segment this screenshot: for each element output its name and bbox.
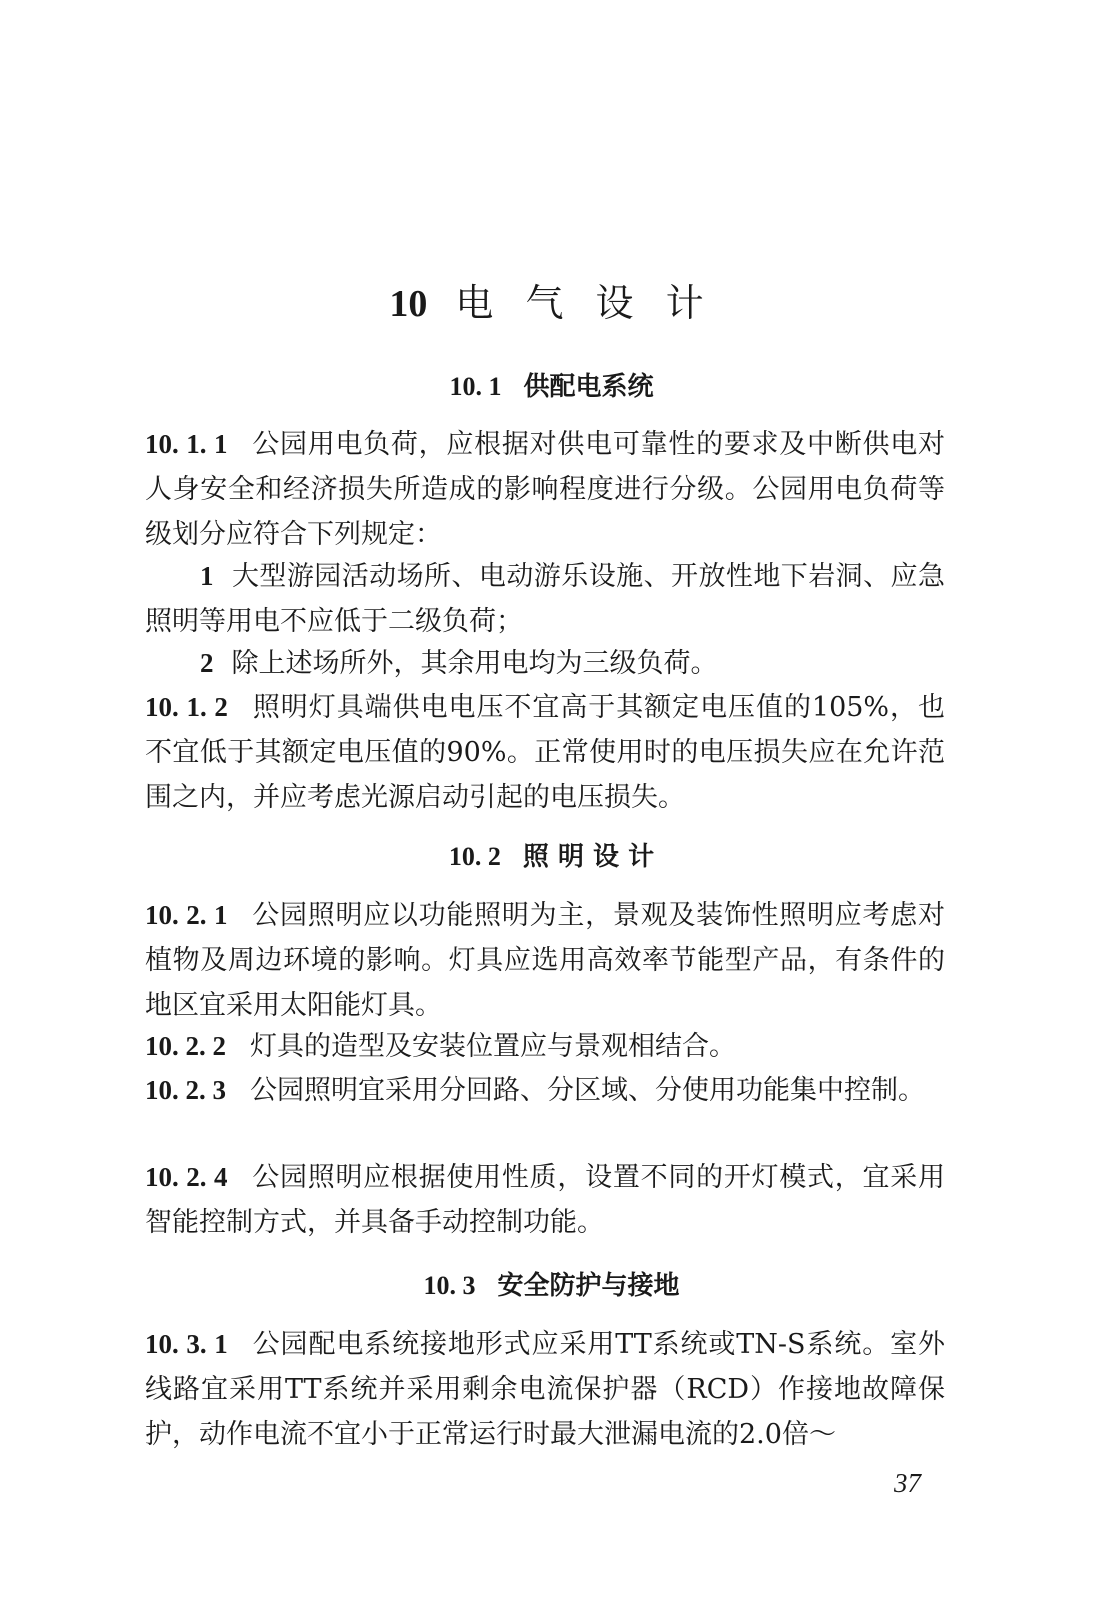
section-title-10-3 bbox=[0, 1265, 1103, 1302]
section-number: 10. 2 bbox=[448, 842, 501, 871]
clause-10-3-1 bbox=[145, 1322, 945, 1457]
section-name: 安全防护与接地 bbox=[497, 1271, 680, 1301]
clause-number: 10. 2. 1 bbox=[145, 900, 228, 930]
section-name: 照 明 设 计 bbox=[522, 842, 655, 872]
chapter-number: 10 bbox=[389, 283, 428, 325]
section-number: 10. 1 bbox=[449, 372, 502, 401]
section-number: 10. 3 bbox=[423, 1271, 476, 1300]
clause-text: 照明灯具端供电电压不宜高于其额定电压值的105%，也不宜低于其额定电压值的90%。正常使用时的电压损失应在允许范围之内，并应考虑光源启动引起的电压损失。 bbox=[145, 692, 945, 813]
clause-number: 10. 2. 2 bbox=[145, 1031, 226, 1061]
clause-text: 公园用电负荷，应根据对供电可靠性的要求及中断供电对人身安全和经济损失所造成的影响程度进行分级。公园用电负荷等级划分应符合下列规定： bbox=[145, 429, 946, 550]
item-number: 2 bbox=[200, 648, 214, 678]
clause-text: 公园配电系统接地形式应采用TT系统或TN-S系统。室外线路宜采用TT系统并采用剩余电流保护器（RCD）作接地故障保护，动作电流不宜小于正常运行时最大泄漏电流的2.0倍～ bbox=[145, 1329, 945, 1450]
clause-10-2-3 bbox=[145, 1068, 945, 1113]
chapter-name: 电 气 设 计 bbox=[455, 281, 714, 325]
clause-number: 10. 3. 1 bbox=[145, 1329, 228, 1359]
clause-text: 公园照明宜采用分回路、分区域、分使用功能集中控制。 bbox=[250, 1075, 925, 1106]
section-title-10-2 bbox=[0, 836, 1103, 873]
clause-number: 10. 2. 4 bbox=[145, 1162, 228, 1192]
clause-number: 10. 2. 3 bbox=[145, 1075, 226, 1105]
chapter-title bbox=[0, 272, 1103, 327]
item-text: 大型游园活动场所、电动游乐设施、开放性地下岩洞、应急照明等用电不应低于二级负荷； bbox=[145, 561, 945, 637]
clause-text: 公园照明应以功能照明为主，景观及装饰性照明应考虑对植物及周边环境的影响。灯具应选用高效率节能型产品，有条件的地区宜采用太阳能灯具。 bbox=[145, 900, 946, 1021]
item-number: 1 bbox=[200, 561, 214, 591]
clause-10-2-1 bbox=[145, 893, 945, 1028]
clause-number: 10. 1. 1 bbox=[145, 429, 228, 459]
section-title-10-1 bbox=[0, 366, 1103, 403]
item-text: 除上述场所外，其余用电均为三级负荷。 bbox=[231, 648, 718, 679]
clause-10-2-4 bbox=[145, 1155, 945, 1245]
clause-10-1-2 bbox=[145, 685, 945, 820]
clause-10-1-1 bbox=[145, 422, 945, 557]
list-item-1 bbox=[145, 554, 945, 644]
clause-number: 10. 1. 2 bbox=[145, 692, 228, 722]
page-number: 37 bbox=[894, 1468, 921, 1498]
section-name: 供配电系统 bbox=[523, 372, 654, 402]
clause-10-2-2 bbox=[145, 1024, 945, 1069]
list-item-2 bbox=[145, 641, 945, 686]
clause-text: 灯具的造型及安装位置应与景观相结合。 bbox=[250, 1031, 736, 1062]
clause-text: 公园照明应根据使用性质，设置不同的开灯模式，宜采用智能控制方式，并具备手动控制功能。 bbox=[145, 1162, 946, 1238]
